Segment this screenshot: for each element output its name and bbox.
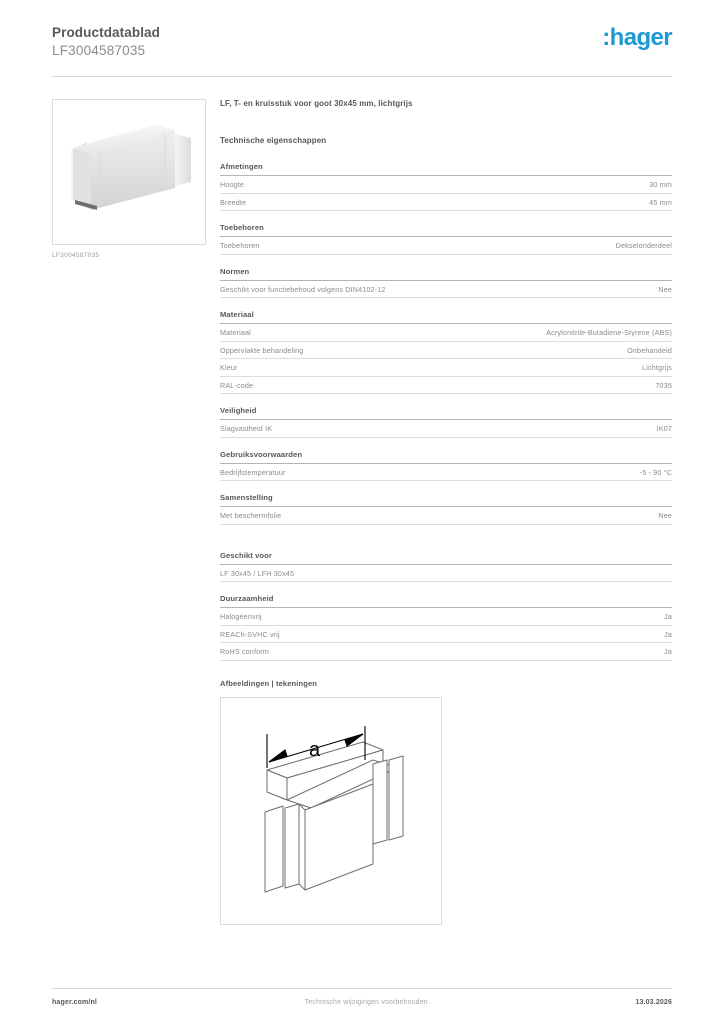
spec-group-title: Gebruiksvoorwaarden <box>220 450 672 464</box>
spec-group-title: Duurzaamheid <box>220 594 672 608</box>
spec-group-title: Normen <box>220 267 672 281</box>
spec-group-title: Samenstelling <box>220 493 672 507</box>
spec-value: 45 mm <box>649 197 672 207</box>
spec-value: Onbehandeld <box>627 345 672 355</box>
spec-group-title: Veiligheid <box>220 406 672 420</box>
spec-key: Kleur <box>220 363 238 373</box>
spec-row <box>220 176 672 194</box>
spec-key: RoHS conform <box>220 647 269 657</box>
spec-value: Nee <box>658 284 672 294</box>
technical-drawing <box>221 698 441 924</box>
spec-value: Ja <box>664 629 672 639</box>
spec-group-title: Materiaal <box>220 310 672 324</box>
spec-group-title: Geschikt voor <box>220 551 672 565</box>
page-title: Productdatablad <box>52 25 161 40</box>
spec-value: IK07 <box>656 424 672 434</box>
spec-group-title: Afmetingen <box>220 162 672 176</box>
spec-key: Materiaal <box>220 328 251 338</box>
spec-row <box>220 281 672 299</box>
page-header <box>52 0 672 60</box>
page-body <box>52 77 672 925</box>
technical-properties-heading: Technische eigenschappen <box>220 136 327 146</box>
spec-key: Met beschermfolie <box>220 511 282 521</box>
spec-value: Lichtgrijs <box>642 363 672 373</box>
footer-website-link[interactable]: hager.com/nl <box>52 999 97 1006</box>
spec-groups <box>220 162 672 661</box>
spec-group-toebehoren <box>220 223 672 255</box>
spec-group-duurzaamheid <box>220 594 672 661</box>
spec-group-afmetingen <box>220 162 672 211</box>
spec-key: LF 30x45 / LFH 30x45 <box>220 568 295 578</box>
spec-row <box>220 464 672 482</box>
footer-disclaimer: Technische wijzigingen voorbehouden <box>304 999 428 1006</box>
spec-value: Ja <box>664 612 672 622</box>
product-image-column <box>52 99 210 925</box>
spec-key: Geschikt voor functiebehoud volgens DIN4102-12 <box>220 284 386 294</box>
header-titles <box>52 24 160 60</box>
product-name: LF, T- en kruisstuk voor goot 30x45 mm, lichtgrijs <box>220 99 413 109</box>
spec-row <box>220 626 672 644</box>
spec-row <box>220 420 672 438</box>
spec-row <box>220 507 672 525</box>
spec-value: 30 mm <box>649 180 672 190</box>
spec-row <box>220 359 672 377</box>
spec-key: Oppervlakte behandeling <box>220 345 304 355</box>
spec-row <box>220 237 672 255</box>
spec-row <box>220 342 672 360</box>
spec-value: Acrylonitrile-Butadiene-Styrene (ABS) <box>546 328 672 338</box>
spec-row <box>220 643 672 661</box>
spec-group-title: Toebehoren <box>220 223 672 237</box>
spec-row <box>220 608 672 626</box>
dimension-label: a <box>309 738 321 761</box>
hager-logo: :hager <box>602 24 672 51</box>
spec-group-normen <box>220 267 672 299</box>
spec-key: REACh-SVHC vrij <box>220 629 280 639</box>
spec-key: Hoogte <box>220 180 245 190</box>
spec-group-materiaal <box>220 310 672 394</box>
spec-value: Ja <box>664 647 672 657</box>
spec-key: RAL-code <box>220 380 254 390</box>
spec-row <box>220 324 672 342</box>
spec-group-geschikt-voor <box>220 551 672 583</box>
spec-key: Halogeenvrij <box>220 612 262 622</box>
spec-row <box>220 565 672 583</box>
spec-row <box>220 194 672 212</box>
spec-column <box>210 99 672 925</box>
spec-group-veiligheid <box>220 406 672 438</box>
technical-drawing-frame <box>220 697 442 925</box>
footer-date: 13.03.2026 <box>635 999 672 1006</box>
footer-divider <box>52 988 672 989</box>
spec-key: Toebehoren <box>220 241 260 251</box>
product-photo-caption: LF3004587035 <box>52 252 100 260</box>
product-photo <box>53 100 205 244</box>
spec-key: Bedrijfstemperatuur <box>220 467 286 477</box>
product-reference: LF3004587035 <box>52 43 146 59</box>
spec-value: -5 - 90 °C <box>639 467 672 477</box>
spec-key: Breedte <box>220 197 247 207</box>
spec-value: Dekselonderdeel <box>615 241 672 251</box>
drawings-heading: Afbeeldingen | tekeningen <box>220 678 318 688</box>
spec-value: Nee <box>658 511 672 521</box>
product-photo-frame <box>52 99 206 245</box>
spec-row <box>220 377 672 395</box>
spec-value: 7035 <box>655 380 672 390</box>
spec-group-samenstelling <box>220 493 672 525</box>
spec-key: Slagvastheid IK <box>220 424 273 434</box>
spec-group-gebruiksvoorwaarden <box>220 450 672 482</box>
page-footer <box>52 988 672 1006</box>
